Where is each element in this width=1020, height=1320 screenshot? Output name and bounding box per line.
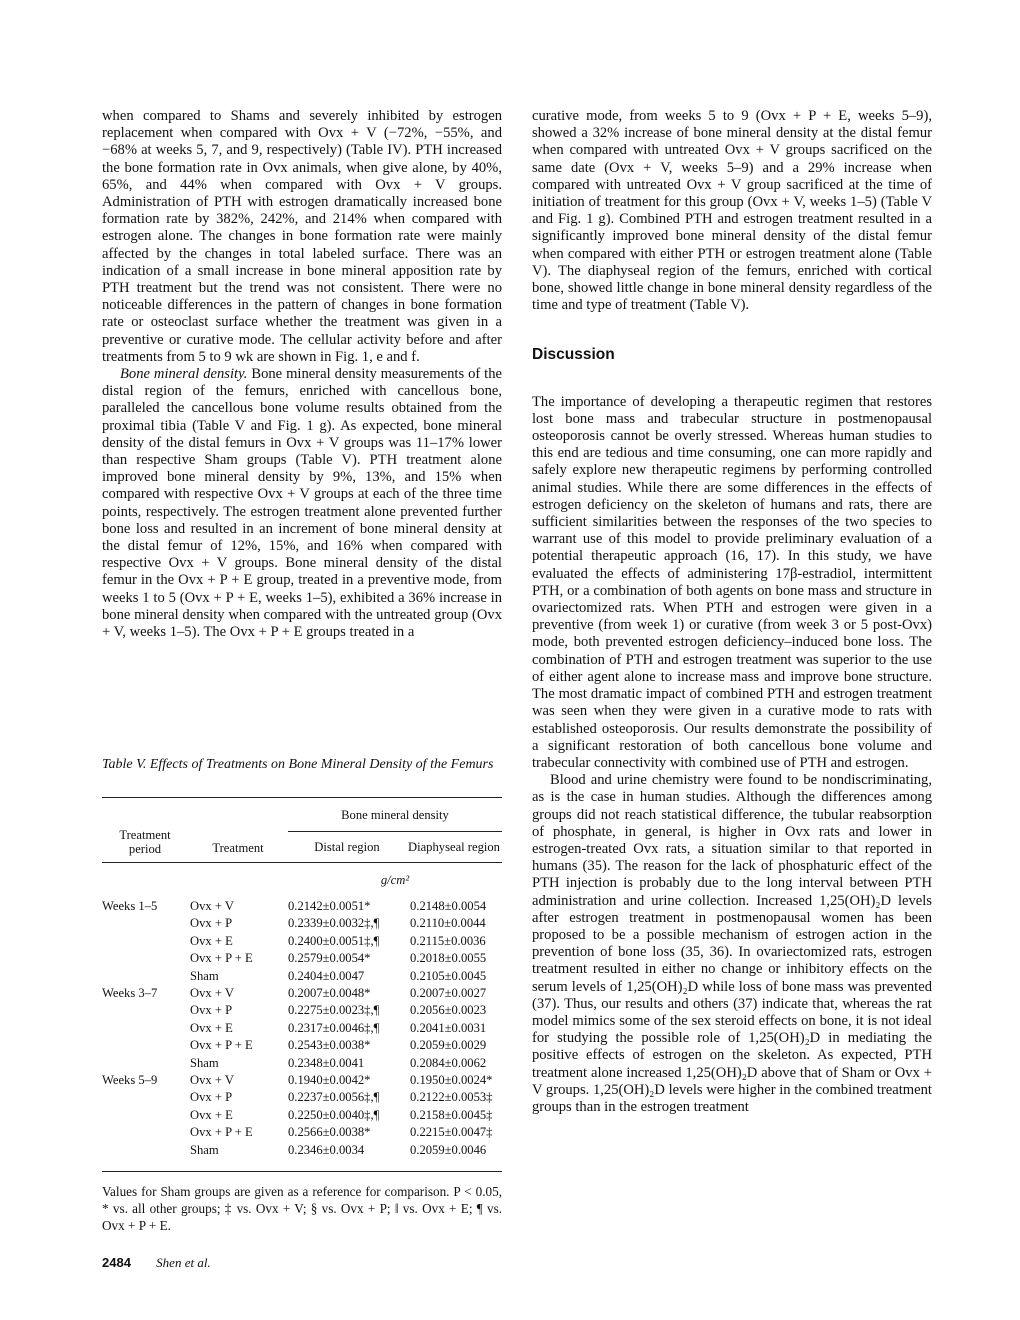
cell-distal: 0.2566±0.0038* xyxy=(288,1125,371,1140)
cell-distal: 0.2317±0.0046‡,¶ xyxy=(288,1020,380,1035)
cell-diaphyseal: 0.2148±0.0054 xyxy=(410,899,487,913)
cell-treatment: Ovx + V xyxy=(190,899,234,913)
table-v xyxy=(102,797,502,1172)
cell-distal: 0.2237±0.0056‡,¶ xyxy=(288,1090,380,1105)
cell-treatment: Ovx + P xyxy=(190,1090,233,1105)
cell-period xyxy=(102,1124,188,1141)
col-header-treatment: Treatment xyxy=(212,841,264,855)
cell-period: Weeks 1–5 xyxy=(102,899,158,913)
col-header-period: Treatment period xyxy=(119,828,171,856)
table-row xyxy=(102,933,502,950)
cell-period xyxy=(102,1089,188,1106)
cell-distal: 0.2339±0.0032‡,¶ xyxy=(288,916,380,931)
cell-treatment: Sham xyxy=(188,1142,288,1172)
section-heading: Discussion xyxy=(532,346,615,364)
table-row xyxy=(102,898,502,915)
cell-distal: 0.2142±0.0051* xyxy=(288,899,371,913)
table-row xyxy=(102,985,502,1002)
table-row xyxy=(102,1124,502,1141)
paragraph-text: Bone mineral density measurements of the distal region of the femurs, enriched with cancellous bone, paralleled the cancellous bone volume results obtained from the proximal tibia (Table V and Fig. 1 g). As expected, bone mineral density of the distal femurs in Ovx + V groups was 11–17% lower than respective Sham groups (Table V). PTH treatment alone improved bone mineral density by 9%, 13%, and 15% when compared with respective Ovx + V groups at each of the three time points, respectively. The estrogen treatment alone prevented further bone loss and resulted in an increment of bone mineral density at the distal femur of 12%, 15%, and 16% when compared with respective Ovx + V groups. Bone mineral density of the distal femur in the Ovx + P + E group, treated in a preventive mode, from weeks 1 to 5 (Ovx + P + E, weeks 1–5), exhibited a 36% increase in bone mineral density when compared with the untreated group (Ovx + V, weeks 1–5). The Ovx + P + E groups treated in a xyxy=(102,366,502,641)
page-number: 2484 xyxy=(102,1255,131,1270)
cell-period xyxy=(102,1055,188,1072)
cell-diaphyseal: 0.2018±0.0055 xyxy=(410,951,487,966)
body-paragraph: when compared to Shams and severely inhibited by estrogen replacement when compared with Ovx + V (−72%, −55%, and −68% at weeks 5, 7, and 9, respectively) (Table IV). PTH increased the bone formation rate in Ovx animals, when give alone, by 40%, 65%, and 44% when compared with Ovx + V groups. Administration of PTH with estrogen dramatically increased bone formation rate by 382%, 242%, and 214% when compared with estrogen alone. The changes in bone formation rate were mainly affected by the changes in total labeled surface. There was an indication of a small increase in bone mineral apposition rate by PTH treatment but the trend was not consistent. There were no noticeable differences in the pattern of changes in bone formation rate or osteoclast surface whether the treatment was given in a preventive or curative mode. The cellular activity before and after treatments from 5 to 9 wk are shown in Fig. 1, e and f. xyxy=(102,108,502,365)
col-header-distal: Distal region xyxy=(314,839,380,854)
table-row xyxy=(102,1142,502,1172)
cell-distal: 0.2007±0.0048* xyxy=(288,986,371,1001)
body-paragraph: The importance of developing a therapeutic regimen that restores lost bone mass and trabecular structure in postmenopausal osteoporosis cannot be overly stressed. Whereas human studies to this end are tedious and time consuming, one can more rapidly and safely explore new therapeutic regimens by performing controlled animal studies. While there are some differences in the effects of estrogen deficiency on the skeleton of humans and rats, there are sufficient similarities between the responses of the two species to warrant use of this model to provide preliminary evaluation of a potential therapeutic approach (16, 17). In this study, we have evaluated the effects of administering 17β-estradiol, intermittent PTH, or a combination of both agents on bone mass and structure in ovariectomized rats. When PTH and estrogen were given in a preventive (from week 1) or curative (from week 3 or 5 post-Ovx) mode, both prevented estrogen deficiency–induced bone loss. The combination of PTH and estrogen treatment was superior to the use of either agent alone to increase mass and improve bone structure. The most dramatic impact of combined PTH and estrogen treatment was seen when they were given in a curative mode to rats with established osteoporosis. Our results demonstrate the possibility of a significant restoration of both cancellous bone volume and trabecular connectivity with combined use of PTH and estrogen. xyxy=(532,393,932,771)
table-row xyxy=(102,1107,502,1124)
cell-diaphyseal: 0.2059±0.0046 xyxy=(406,1142,502,1172)
cell-treatment: Ovx + P xyxy=(190,1003,233,1018)
col-header-group: Bone mineral density xyxy=(288,798,502,832)
cell-treatment: Ovx + V xyxy=(190,986,234,1001)
cell-distal: 0.2543±0.0038* xyxy=(288,1038,371,1053)
cell-treatment: Ovx + P xyxy=(190,916,233,931)
cell-diaphyseal: 0.2105±0.0045 xyxy=(410,968,487,983)
cell-diaphyseal: 0.2110±0.0044 xyxy=(410,916,486,931)
cell-diaphyseal: 0.1950±0.0024* xyxy=(410,1073,493,1088)
table-row xyxy=(102,915,502,932)
cell-period xyxy=(102,1037,188,1054)
page-footer xyxy=(102,1255,211,1271)
table-row xyxy=(102,1002,502,1019)
body-paragraph: Blood and urine chemistry were found to be nondiscriminating, as is the case in human studies. Although the differences among groups did not reach statistical difference, the tubular reabsorption of phosphate, in general, is higher in Ovx rats and lower in estrogen-treated Ovx rats, a situation similar to that reported in humans (35). The reason for the lack of phosphaturic effect of the PTH injection is probably due to the long interval between PTH administration and urine collection. Increased 1,25(OH)₂D levels after estrogen treatment in postmenopausal women has been proposed to be a possible mechanism of estrogen action in the prevention of bone loss (35, 36). In ovariectomized rats, estrogen treatment resulted in either no change or inhibitory effects on the serum levels of 1,25(OH)₂D while loss of bone mass was prevented (37). Thus, our results and others (37) indicate that, whereas the rat model mimics some of the sex steroid effects on bone, it is not ideal for studying the possible role of 1,25(OH)₂D in mediating the positive effects of estrogen on the skeleton. As expected, PTH treatment alone increased 1,25(OH)₂D above that of Sham or Ovx + V groups. 1,25(OH)₂D levels were higher in the combined treatment groups than in the estrogen treatment xyxy=(532,772,932,1115)
cell-period xyxy=(102,915,188,932)
table-row xyxy=(102,1020,502,1037)
cell-period xyxy=(102,968,188,985)
cell-diaphyseal: 0.2158±0.0045‡ xyxy=(410,1107,493,1122)
body-paragraph xyxy=(102,366,502,641)
cell-diaphyseal: 0.2059±0.0029 xyxy=(410,1038,487,1053)
cell-period xyxy=(102,1107,188,1124)
cell-treatment: Sham xyxy=(190,1055,219,1070)
table-row xyxy=(102,950,502,967)
cell-period: Weeks 3–7 xyxy=(102,986,158,1001)
cell-diaphyseal: 0.2215±0.0047‡ xyxy=(410,1125,493,1140)
cell-diaphyseal: 0.2056±0.0023 xyxy=(410,1003,487,1018)
units-label: g/cm² xyxy=(380,873,410,887)
cell-treatment: Ovx + E xyxy=(190,1107,233,1122)
cell-diaphyseal: 0.2122±0.0053‡ xyxy=(410,1090,493,1105)
cell-period xyxy=(102,1142,188,1172)
body-paragraph: curative mode, from weeks 5 to 9 (Ovx + P + E, weeks 5–9), showed a 32% increase of bone mineral density at the distal femur when compared with untreated Ovx + V groups sacrificed on the same date (Ovx + V, weeks 5–9) and a 29% increase when compared with untreated Ovx + V group sacrificed at the time of initiation of treatment for this group (Ovx + V, weeks 1–5) (Table V and Fig. 1 g). Combined PTH and estrogen treatment resulted in a significantly improved bone mineral density of the distal femur when compared with either PTH or estrogen treatment alone (Table V). The diaphyseal region of the femurs, enriched with cortical bone, showed little change in bone mineral density regardless of the time and type of treatment (Table V). xyxy=(532,108,932,314)
cell-distal: 0.2346±0.0034 xyxy=(288,1142,406,1172)
left-column xyxy=(102,108,502,641)
col-header-diaphyseal: Diaphyseal region xyxy=(408,839,500,854)
table-row xyxy=(102,968,502,985)
cell-distal: 0.2348±0.0041 xyxy=(288,1055,365,1070)
cell-treatment: Sham xyxy=(190,968,219,983)
cell-treatment: Ovx + V xyxy=(190,1073,234,1088)
cell-treatment: Ovx + E xyxy=(190,933,233,948)
run-in-heading: Bone mineral density. xyxy=(120,366,248,383)
cell-distal: 0.2250±0.0040‡,¶ xyxy=(288,1107,380,1122)
cell-distal: 0.2579±0.0054* xyxy=(288,951,371,966)
cell-period xyxy=(102,933,188,950)
table-caption: Table V. Effects of Treatments on Bone Mineral Density of the Femurs xyxy=(102,757,494,772)
cell-diaphyseal: 0.2084±0.0062 xyxy=(410,1055,487,1070)
table-row xyxy=(102,1072,502,1089)
cell-treatment: Ovx + P + E xyxy=(190,951,253,966)
table-row xyxy=(102,1037,502,1054)
table-row xyxy=(102,1055,502,1072)
cell-treatment: Ovx + P + E xyxy=(190,1038,253,1053)
table-row xyxy=(102,1089,502,1106)
cell-diaphyseal: 0.2041±0.0031 xyxy=(410,1020,487,1035)
cell-period: Weeks 5–9 xyxy=(102,1073,158,1088)
bone-density-table xyxy=(102,797,502,1172)
cell-period xyxy=(102,950,188,967)
cell-treatment: Ovx + E xyxy=(190,1020,233,1035)
table-footnote: Values for Sham groups are given as a reference for comparison. P < 0.05, * vs. all other groups; ‡ vs. Ovx + V; § vs. Ovx + P; ‖ vs. Ovx + E; ¶ vs. Ovx + P + E. xyxy=(102,1184,502,1233)
cell-period xyxy=(102,1002,188,1019)
cell-treatment: Ovx + P + E xyxy=(190,1125,253,1140)
cell-distal: 0.2400±0.0051‡,¶ xyxy=(288,933,380,948)
cell-distal: 0.1940±0.0042* xyxy=(288,1073,371,1088)
cell-diaphyseal: 0.2007±0.0027 xyxy=(410,986,487,1001)
right-column xyxy=(532,108,932,1116)
cell-distal: 0.2404±0.0047 xyxy=(288,968,365,983)
cell-period xyxy=(102,1020,188,1037)
running-author: Shen et al. xyxy=(156,1255,211,1270)
cell-distal: 0.2275±0.0023‡,¶ xyxy=(288,1003,380,1018)
cell-diaphyseal: 0.2115±0.0036 xyxy=(410,933,486,948)
table-body xyxy=(102,898,502,1172)
